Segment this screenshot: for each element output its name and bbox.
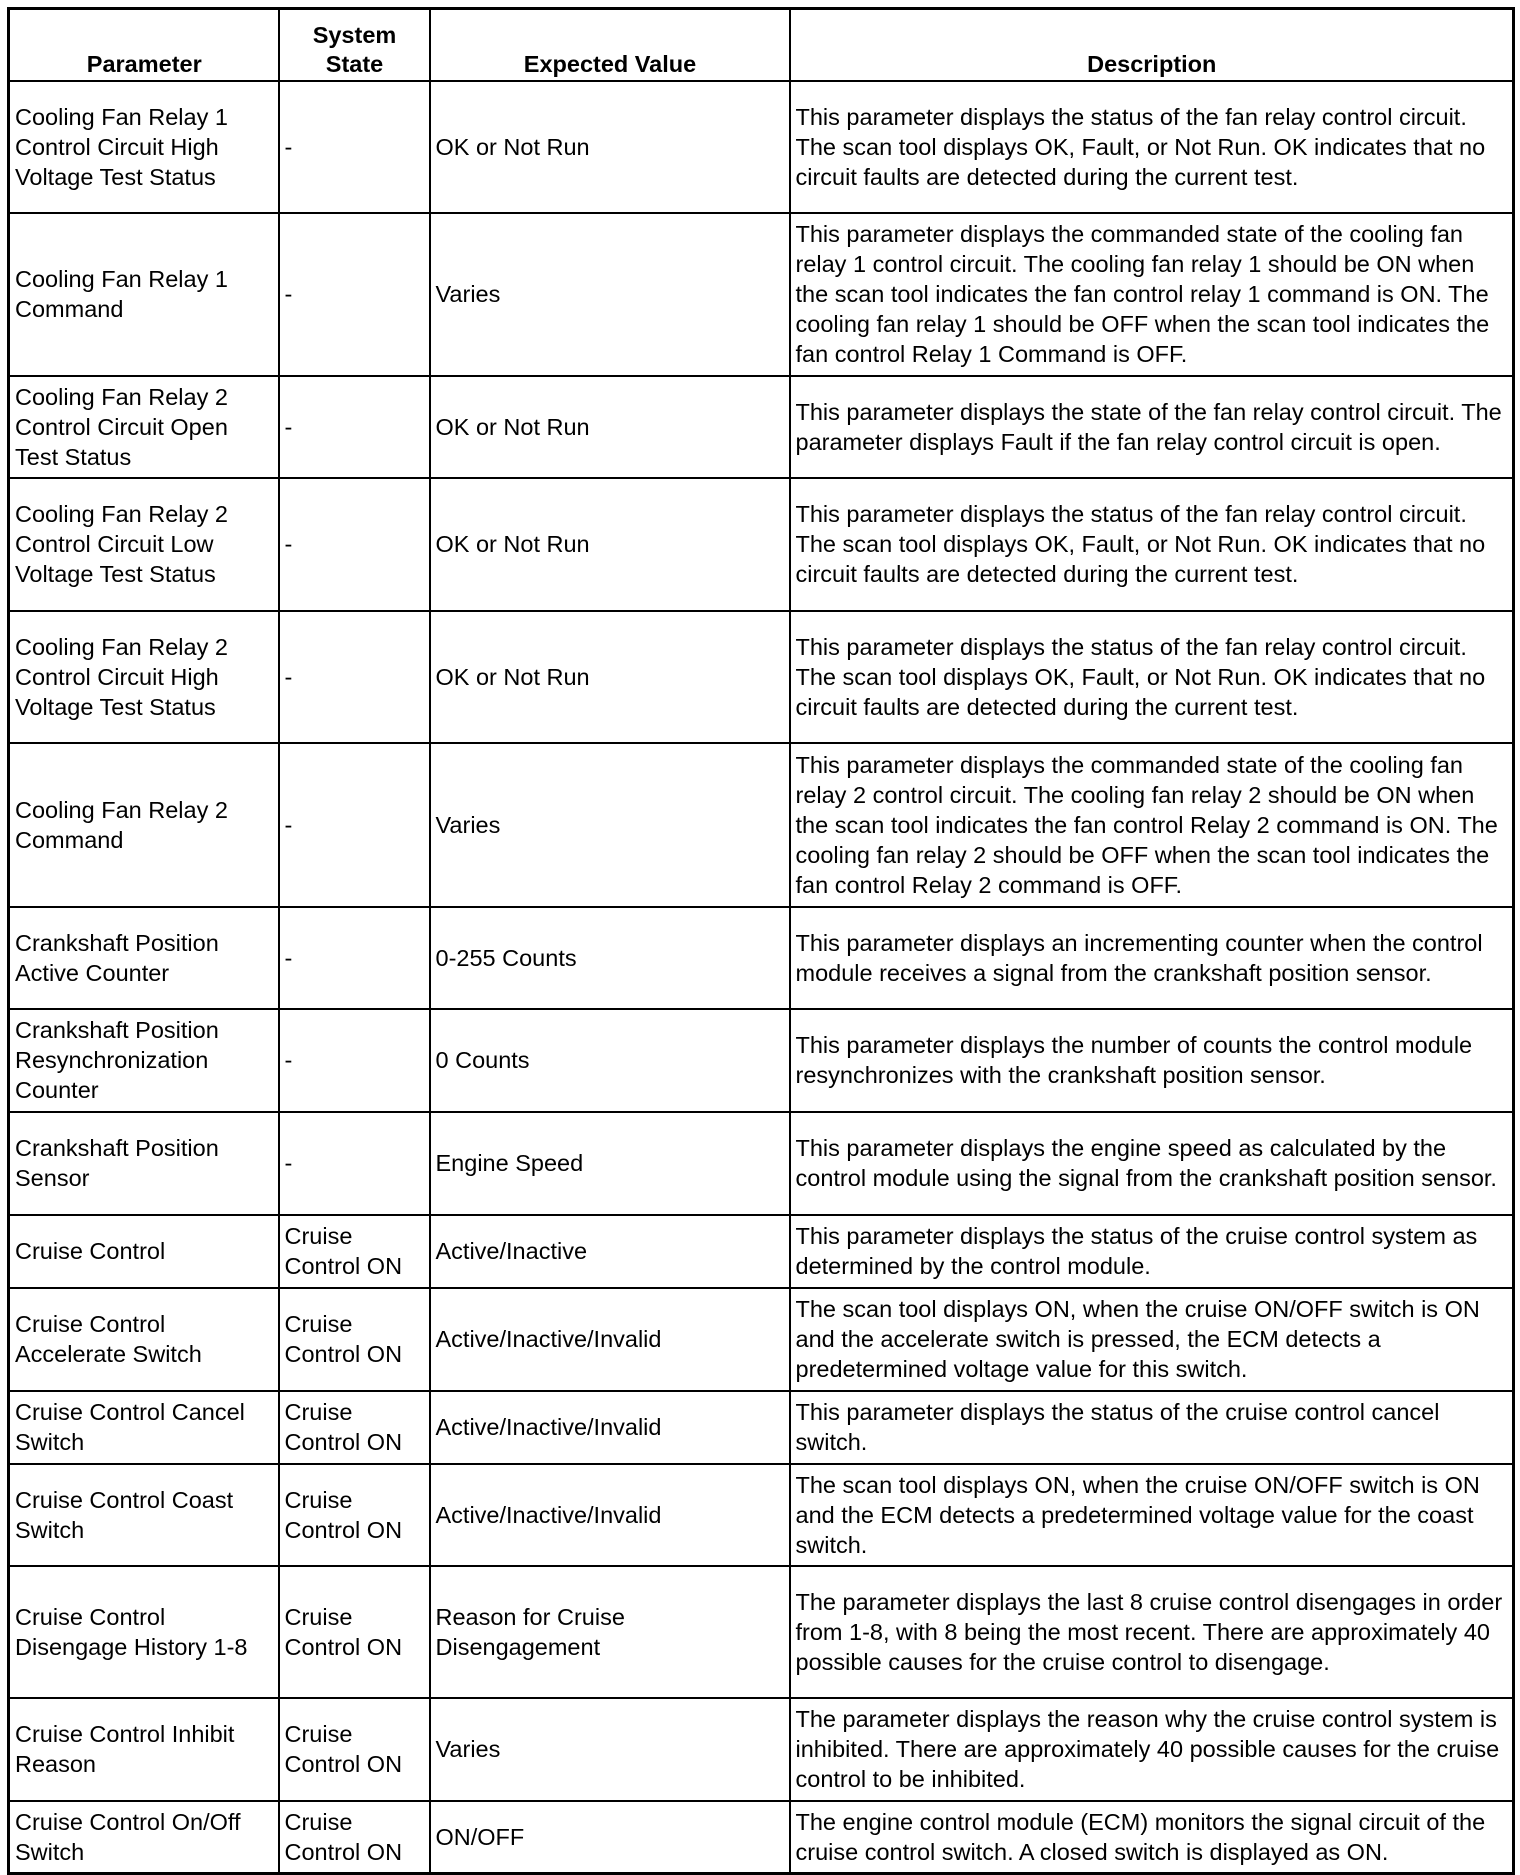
- cell-system-state: -: [279, 1112, 430, 1215]
- cell-parameter: Crankshaft Position Sensor: [9, 1112, 279, 1215]
- cell-expected-value: OK or Not Run: [430, 81, 790, 213]
- table-row: [9, 1566, 1514, 1698]
- cell-description: This parameter displays the engine speed as calculated by the control module using the signal from the crankshaft position sensor.: [790, 1112, 1514, 1215]
- cell-system-state: Cruise Control ON: [279, 1288, 430, 1391]
- cell-description: The scan tool displays ON, when the cruise ON/OFF switch is ON and the ECM detects a predetermined voltage value for the coast switch.: [790, 1464, 1514, 1566]
- cell-system-state: Cruise Control ON: [279, 1698, 430, 1801]
- cell-parameter: Cooling Fan Relay 2 Command: [9, 743, 279, 907]
- cell-system-state: -: [279, 1009, 430, 1112]
- cell-description: The scan tool displays ON, when the cruise ON/OFF switch is ON and the accelerate switch is pressed, the ECM detects a predetermined voltage value for this switch.: [790, 1288, 1514, 1391]
- cell-parameter: Crankshaft Position Active Counter: [9, 907, 279, 1009]
- table-row: [9, 1391, 1514, 1464]
- table-row: [9, 611, 1514, 743]
- cell-system-state: -: [279, 611, 430, 743]
- cell-parameter: Cruise Control Inhibit Reason: [9, 1698, 279, 1801]
- cell-expected-value: ON/OFF: [430, 1801, 790, 1874]
- table-row: [9, 213, 1514, 376]
- table-row: [9, 1288, 1514, 1391]
- cell-system-state: -: [279, 478, 430, 611]
- cell-system-state: -: [279, 81, 430, 213]
- cell-description: This parameter displays the status of the cruise control system as determined by the control module.: [790, 1215, 1514, 1288]
- cell-expected-value: Varies: [430, 1698, 790, 1801]
- cell-parameter: Cooling Fan Relay 1 Command: [9, 213, 279, 376]
- cell-system-state: Cruise Control ON: [279, 1801, 430, 1874]
- cell-parameter: Cruise Control Cancel Switch: [9, 1391, 279, 1464]
- cell-description: This parameter displays the commanded state of the cooling fan relay 2 control circuit. The cooling fan relay 2 should be ON when the scan tool indicates the fan control Relay 2 command is ON. The cooling fan relay 2 should be OFF when the scan tool indicates the fan control Relay 2 command is OFF.: [790, 743, 1514, 907]
- cell-system-state: Cruise Control ON: [279, 1464, 430, 1566]
- cell-description: This parameter displays the commanded state of the cooling fan relay 1 control circuit. The cooling fan relay 1 should be ON when the scan tool indicates the fan control relay 1 command is ON. The cooling fan relay 1 should be OFF when the scan tool indicates the fan control Relay 1 Command is OFF.: [790, 213, 1514, 376]
- cell-expected-value: Active/Inactive/Invalid: [430, 1391, 790, 1464]
- table-row: [9, 743, 1514, 907]
- cell-description: The parameter displays the last 8 cruise control disengages in order from 1-8, with 8 being the most recent. There are approximately 40 possible causes for the cruise control to disengage.: [790, 1566, 1514, 1698]
- cell-expected-value: Varies: [430, 213, 790, 376]
- cell-description: This parameter displays the number of counts the control module resynchronizes with the crankshaft position sensor.: [790, 1009, 1514, 1112]
- table-row: [9, 1215, 1514, 1288]
- cell-expected-value: OK or Not Run: [430, 376, 790, 478]
- cell-expected-value: 0-255 Counts: [430, 907, 790, 1009]
- cell-description: This parameter displays the status of the fan relay control circuit. The scan tool displays OK, Fault, or Not Run. OK indicates that no circuit faults are detected during the current test.: [790, 478, 1514, 611]
- cell-description: This parameter displays the status of the cruise control cancel switch.: [790, 1391, 1514, 1464]
- cell-description: This parameter displays an incrementing counter when the control module receives a signal from the crankshaft position sensor.: [790, 907, 1514, 1009]
- table-row: [9, 1464, 1514, 1566]
- cell-system-state: Cruise Control ON: [279, 1215, 430, 1288]
- cell-expected-value: Engine Speed: [430, 1112, 790, 1215]
- table-row: [9, 1801, 1514, 1874]
- table-row: [9, 478, 1514, 611]
- cell-system-state: -: [279, 907, 430, 1009]
- cell-system-state: -: [279, 213, 430, 376]
- parameter-table: [7, 7, 1515, 1875]
- cell-parameter: Cruise Control Disengage History 1-8: [9, 1566, 279, 1698]
- cell-expected-value: Active/Inactive: [430, 1215, 790, 1288]
- cell-description: The engine control module (ECM) monitors the signal circuit of the cruise control switch. A closed switch is displayed as ON.: [790, 1801, 1514, 1874]
- cell-expected-value: Active/Inactive/Invalid: [430, 1288, 790, 1391]
- cell-expected-value: Reason for Cruise Disengagement: [430, 1566, 790, 1698]
- cell-parameter: Cruise Control Accelerate Switch: [9, 1288, 279, 1391]
- cell-expected-value: OK or Not Run: [430, 478, 790, 611]
- table-row: [9, 1009, 1514, 1112]
- cell-description: This parameter displays the status of the fan relay control circuit. The scan tool displays OK, Fault, or Not Run. OK indicates that no circuit faults are detected during the current test.: [790, 611, 1514, 743]
- cell-parameter: Cooling Fan Relay 2 Control Circuit High Voltage Test Status: [9, 611, 279, 743]
- cell-description: The parameter displays the reason why the cruise control system is inhibited. There are approximately 40 possible causes for the cruise control to be inhibited.: [790, 1698, 1514, 1801]
- table-row: [9, 907, 1514, 1009]
- cell-expected-value: OK or Not Run: [430, 611, 790, 743]
- cell-parameter: Cruise Control Coast Switch: [9, 1464, 279, 1566]
- cell-description: This parameter displays the state of the fan relay control circuit. The parameter displays Fault if the fan relay control circuit is open.: [790, 376, 1514, 478]
- cell-expected-value: 0 Counts: [430, 1009, 790, 1112]
- cell-parameter: Cooling Fan Relay 2 Control Circuit Low Voltage Test Status: [9, 478, 279, 611]
- cell-system-state: Cruise Control ON: [279, 1566, 430, 1698]
- header-parameter: Parameter: [9, 9, 279, 81]
- cell-parameter: Cruise Control: [9, 1215, 279, 1288]
- table-row: [9, 1698, 1514, 1801]
- cell-expected-value: Active/Inactive/Invalid: [430, 1464, 790, 1566]
- cell-parameter: Cooling Fan Relay 1 Control Circuit High Voltage Test Status: [9, 81, 279, 213]
- cell-parameter: Cruise Control On/Off Switch: [9, 1801, 279, 1874]
- cell-parameter: Cooling Fan Relay 2 Control Circuit Open Test Status: [9, 376, 279, 478]
- cell-system-state: -: [279, 743, 430, 907]
- header-expected-value: Expected Value: [430, 9, 790, 81]
- header-row: [9, 9, 1514, 81]
- cell-description: This parameter displays the status of the fan relay control circuit. The scan tool displays OK, Fault, or Not Run. OK indicates that no circuit faults are detected during the current test.: [790, 81, 1514, 213]
- table-row: [9, 81, 1514, 213]
- table-row: [9, 1112, 1514, 1215]
- cell-parameter: Crankshaft Position Resynchronization Counter: [9, 1009, 279, 1112]
- header-description: Description: [790, 9, 1514, 81]
- header-system-state: System State: [279, 9, 430, 81]
- cell-system-state: -: [279, 376, 430, 478]
- cell-expected-value: Varies: [430, 743, 790, 907]
- cell-system-state: Cruise Control ON: [279, 1391, 430, 1464]
- table-row: [9, 376, 1514, 478]
